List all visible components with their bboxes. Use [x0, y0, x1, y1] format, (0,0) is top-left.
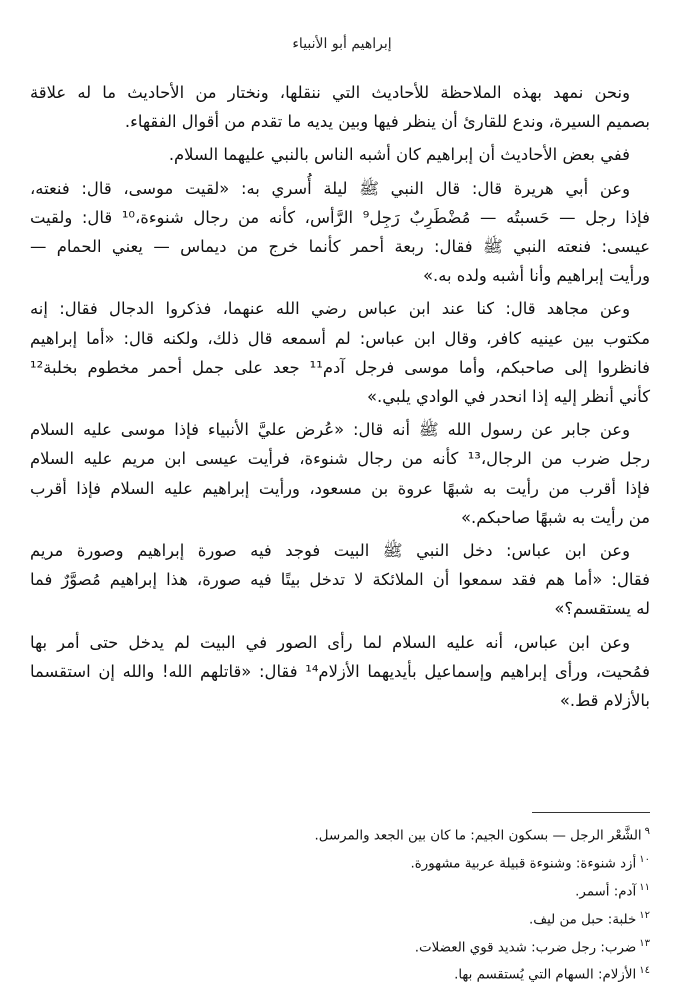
text-line: بصميم السيرة، وندع للقارئ أن ينظر فيها وبين يديه ما تقدم من أقوال الفقهاء. — [124, 112, 650, 132]
footnote-separator — [532, 812, 650, 813]
text-line: فمُحيت، ورأى إبراهيم وإسماعيل بأيديهما الأزلام¹⁴ فقال: «قاتلهم الله! والله إن استقسما — [30, 661, 650, 681]
text-line: فانظروا إلى صاحبكم، وأما موسى فرجل آدم¹¹ جعد على جمل أحمر مخطوم بخلبة¹² — [30, 357, 650, 377]
text-line: ورأيت إبراهيم وأنا أشبه ولده به.» — [422, 266, 650, 286]
text-line: وعن ابن عباس: دخل النبي ﷺ البيت فوجد فيه صورة إبراهيم وصورة مريم — [30, 541, 630, 561]
paragraph — [30, 78, 650, 136]
text-line: فقال: «أما هم فقد سمعوا أن الملائكة لا تدخل بيتًا فيه صورة، هذا إبراهيم مُصوَّرٌ فما — [30, 570, 650, 590]
footnote-number: ١٢ — [639, 909, 650, 921]
text-line: فإذا أقرب من رأيت به شبهًا عروة بن مسعود، ورأيت إبراهيم عليه السلام فإذا أقرب — [30, 478, 650, 498]
text-line: ونحن نمهد بهذه الملاحظة للأحاديث التي ننقلها، ونختار من الأحاديث ما له علاقة — [30, 83, 630, 102]
text-line: فإذا رجل — حَسبتُه — مُضْطَرِبٌ رَجِل⁹ الرَّأس، كأنه من رجال شنوءة،¹⁰ قال: ولقيت — [30, 207, 650, 227]
text-line: ففي بعض الأحاديث أن إبراهيم كان أشبه الناس بالنبي عليهما السلام. — [168, 145, 630, 165]
footnote-number: ١١ — [639, 881, 650, 893]
footnote — [30, 848, 650, 876]
footnote-number: ١٤ — [639, 965, 650, 977]
footnote — [30, 904, 650, 932]
text-line: مكتوب بين عينيه كافر، وقال ابن عباس: لم أسمعه قال ذلك، ولكنه قال: «أما إبراهيم — [30, 328, 650, 348]
footnotes — [30, 820, 650, 987]
paragraph — [30, 174, 650, 291]
paragraph — [30, 536, 650, 624]
footnote-text: الأزلام: السهام التي يُستقسم بها. — [454, 967, 637, 983]
footnote — [30, 932, 650, 960]
body-text — [30, 78, 650, 719]
footnote-number: ١٣ — [639, 937, 650, 949]
text-line: كأني أنظر إليه إذا انحدر في الوادي يلبي.» — [366, 387, 650, 407]
text-line: وعن جابر عن رسول الله ﷺ أنه قال: «عُرض عليَّ الأنبياء فإذا موسى عليه السلام — [30, 420, 630, 440]
text-line: وعن أبي هريرة قال: قال النبي ﷺ ليلة أُسري به: «لقيت موسى، قال: فنعته، — [30, 178, 630, 198]
text-line: من رأيت به شبهًا صاحبكم.» — [461, 507, 650, 527]
footnote-text: أزد شنوءة: وشنوءة قبيلة عربية مشهورة. — [410, 856, 637, 872]
text-line: وعن ابن عباس، أنه عليه السلام لما رأى الصور في البيت لم يدخل حتى أمر بها — [30, 632, 630, 652]
paragraph — [30, 628, 650, 716]
text-line: رجل ضرب من الرجال،¹³ كأنه من رجال شنوءة، فرأيت عيسى ابن مريم عليه السلام — [30, 449, 651, 469]
footnote — [30, 959, 650, 987]
footnote-number: ٩ — [644, 826, 650, 837]
paragraph — [30, 140, 650, 169]
footnote-number: ١٠ — [639, 853, 650, 865]
footnote-text: خلبة: حبل من ليف. — [528, 912, 637, 928]
running-title: إبراهيم أبو الأنبياء — [292, 36, 392, 52]
text-line: بالأزلام قط.» — [559, 691, 650, 711]
text-line: عيسى: فنعته النبي ﷺ فقال: ربعة أحمر كأنما خرج من ديماس — يعني الحمام — — [30, 237, 650, 257]
footnote-text: الشَّعْر الرجل — بسكون الجيم: ما كان بين الجعد والمرسل. — [314, 828, 642, 844]
text-line: له يستقسم؟» — [554, 599, 650, 619]
footnote-text: ضرب: رجل ضرب: شديد قوي العضلات. — [414, 939, 637, 955]
footnote-text: آدم: أسمر. — [575, 884, 637, 900]
footnote — [30, 820, 650, 848]
text-line: وعن مجاهد قال: كنا عند ابن عباس رضي الله عنهما، فذكروا الدجال فقال: إنه — [30, 299, 630, 319]
paragraph — [30, 294, 650, 411]
footnote — [30, 876, 650, 904]
paragraph — [30, 415, 650, 532]
